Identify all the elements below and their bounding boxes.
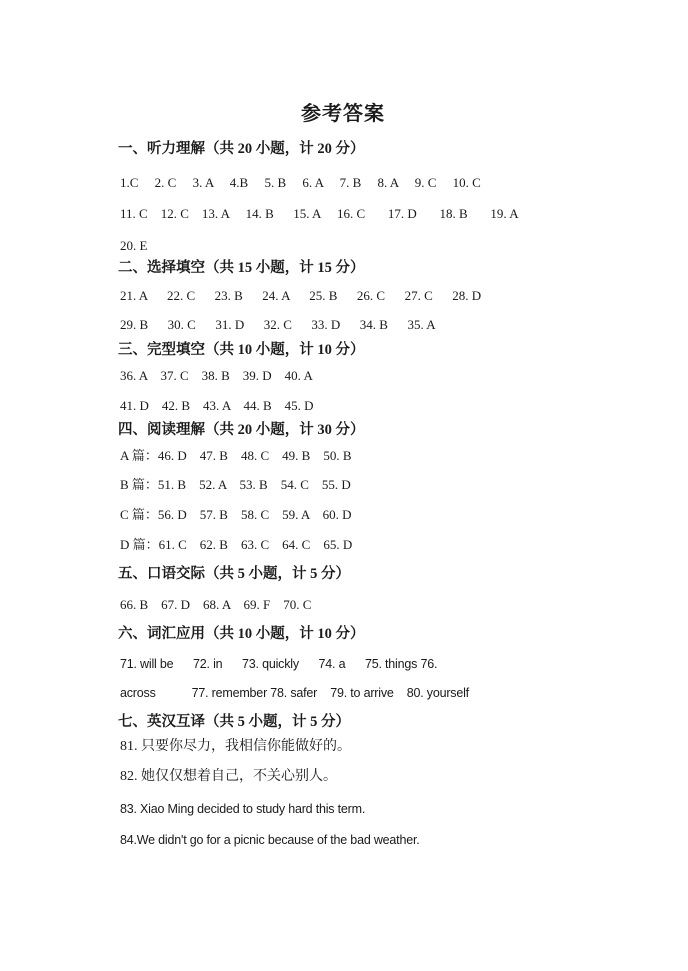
section-header-translation: 七、英汉互译（共 5 小题，计 5 分）	[118, 714, 350, 730]
answer-line: 71. will be 72. in 73. quickly 74. a 75. things 76.	[120, 657, 438, 671]
answer-line: 82. 她仅仅想着自己，不关心别人。	[120, 769, 337, 784]
answer-line: 11. C 12. C 13. A 14. B 15. A 16. C 17. D 18. B 19. A	[120, 206, 519, 221]
answer-line: D 篇：61. C 62. B 63. C 64. C 65. D	[120, 537, 353, 552]
answer-line: A 篇：46. D 47. B 48. C 49. B 50. B	[120, 448, 352, 463]
section-header-vocabulary: 六、词汇应用（共 10 小题，计 10 分）	[118, 626, 365, 642]
section-header-multiple-choice: 二、选择填空（共 15 小题，计 15 分）	[118, 260, 365, 276]
answer-line: 84.We didn't go for a picnic because of the bad weather.	[120, 833, 420, 847]
answer-line: across 77. remember 78. safer 79. to arrive 80. yourself	[120, 686, 469, 700]
section-header-oral: 五、口语交际（共 5 小题，计 5 分）	[118, 566, 350, 582]
answer-line: B 篇：51. B 52. A 53. B 54. C 55. D	[120, 477, 351, 492]
answer-line: 81. 只要你尽力，我相信你能做好的。	[120, 739, 351, 754]
section-header-listening: 一、听力理解（共 20 小题，计 20 分）	[118, 141, 365, 157]
answer-line: C 篇：56. D 57. B 58. C 59. A 60. D	[120, 507, 352, 522]
answer-line: 36. A 37. C 38. B 39. D 40. A	[120, 368, 313, 383]
answer-line: 66. B 67. D 68. A 69. F 70. C	[120, 597, 312, 612]
page-title: 参考答案	[301, 103, 385, 125]
answer-line: 29. B 30. C 31. D 32. C 33. D 34. B 35. A	[120, 317, 436, 332]
answer-line: 83. Xiao Ming decided to study hard this term.	[120, 802, 366, 816]
answer-line: 1.C 2. C 3. A 4.B 5. B 6. A 7. B 8. A 9. C 10. C	[120, 175, 481, 190]
section-header-cloze: 三、完型填空（共 10 小题，计 10 分）	[118, 342, 365, 358]
answer-line: 20. E	[120, 238, 148, 253]
section-header-reading: 四、阅读理解（共 20 小题，计 30 分）	[118, 422, 365, 438]
answer-line: 41. D 42. B 43. A 44. B 45. D	[120, 398, 314, 413]
answer-line: 21. A 22. C 23. B 24. A 25. B 26. C 27. C 28. D	[120, 288, 482, 303]
